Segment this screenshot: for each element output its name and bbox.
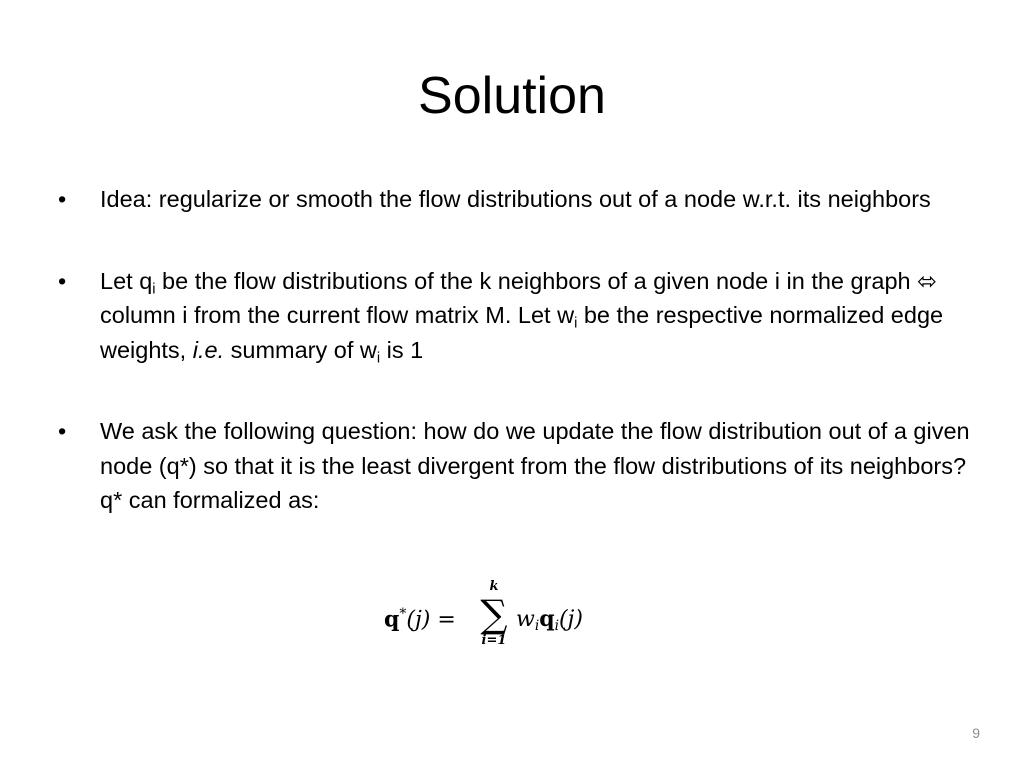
bullet-marker: •	[58, 418, 67, 444]
bullet-idea-text: Idea: regularize or smooth the flow distributions out of a node w.r.t. its neighbors	[100, 186, 931, 212]
formula-lhs	[384, 606, 456, 632]
formula-star: *	[399, 606, 407, 622]
subscript-i: i	[574, 315, 578, 332]
bullet-idea	[58, 182, 978, 217]
subscript-i: i	[152, 280, 156, 297]
bullet-let-text-2: be the flow distributions of the k neighbors of a given node i in the graph ⬄ column i from the current flow matrix M. Let w	[100, 267, 937, 328]
page-number: 9	[972, 725, 980, 741]
formula-rhs-arg: (j)	[558, 607, 583, 632]
bullet-let-text-1: Let q	[100, 267, 153, 294]
formula-q-star	[384, 580, 624, 660]
formula-summation	[476, 580, 512, 648]
bullet-let-qi	[58, 264, 978, 368]
bullet-let-text-3: be the respective normalized edge weights,	[100, 302, 944, 363]
bullet-marker: •	[58, 267, 67, 294]
bullet-question	[58, 414, 978, 518]
sum-lower-limit: i=1	[481, 633, 507, 648]
formula-w-sub: i	[534, 618, 540, 635]
bullet-list	[58, 182, 978, 518]
formula-lhs-arg: (j) =	[406, 607, 456, 633]
slide-title: Solution	[418, 67, 606, 125]
bullet-let-text-5: is 1	[380, 336, 424, 363]
formula-rhs	[516, 606, 583, 635]
formula-q: q	[384, 606, 400, 633]
subscript-i: i	[376, 349, 381, 366]
formula-qi: q	[539, 606, 555, 632]
sigma-symbol: ∑	[480, 592, 508, 636]
bullet-let-text-4: summary of w	[224, 336, 377, 363]
ie-italic: i.e.	[192, 336, 225, 363]
formula-w: w	[516, 607, 535, 632]
sum-upper-limit: k	[489, 579, 499, 594]
bullet-marker: •	[58, 186, 67, 212]
bullet-question-text: We ask the following question: how do we update the flow distribution out of a given node (q*) so that it is the least divergent from the flow distributions of its neighbors? q* can formalized as:	[100, 418, 970, 513]
formula-q-sub: i	[554, 618, 559, 635]
